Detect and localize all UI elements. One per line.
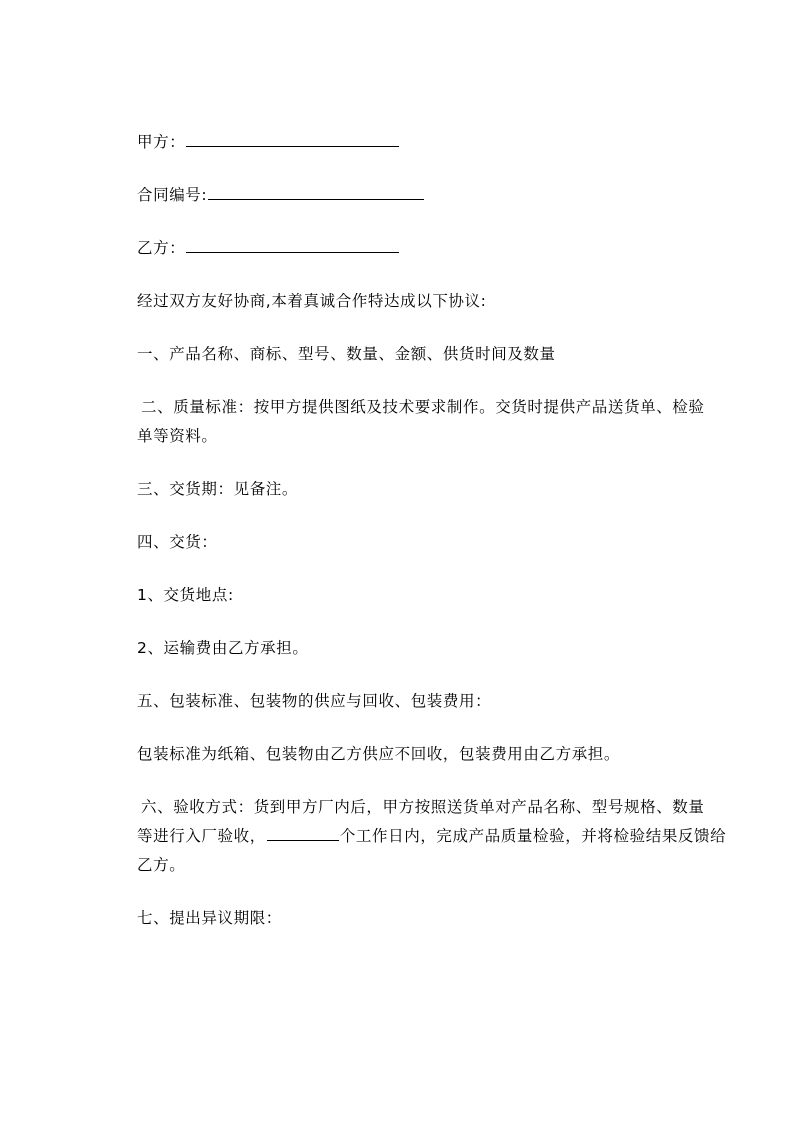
party-b-blank[interactable] <box>186 238 399 253</box>
party-b-label: 乙方： <box>137 239 186 257</box>
clause-6-line-2 <box>137 826 726 846</box>
clause-4-1: 1、交货地点: <box>137 586 234 604</box>
clause-6-line-2-post: 个工作日内，完成产品质量检验，并将检验结果反馈给 <box>339 827 727 845</box>
intro-paragraph: 经过双方友好协商,本着真诚合作特达成以下协议: <box>137 292 487 310</box>
party-a-line <box>137 132 399 152</box>
clause-2-line-1: 二、质量标准：按甲方提供图纸及技术要求制作。交货时提供产品送货单、检验 <box>141 398 705 416</box>
clause-6-line-2-pre: 等进行入厂验收， <box>137 827 266 845</box>
party-b-line <box>137 238 399 258</box>
contract-no-blank[interactable] <box>208 185 424 200</box>
clause-6-line-3: 乙方。 <box>137 856 186 874</box>
party-a-blank[interactable] <box>186 132 399 147</box>
clause-1: 一、产品名称、商标、型号、数量、金额、供货时间及数量 <box>137 345 556 363</box>
contract-no-line <box>137 185 424 205</box>
workdays-blank[interactable] <box>267 826 339 841</box>
clause-5: 五、包装标准、包装物的供应与回收、包装费用： <box>137 692 492 710</box>
clause-7: 七、提出异议期限： <box>137 909 282 927</box>
clause-6-line-1: 六、验收方式：货到甲方厂内后，甲方按照送货单对产品名称、型号规格、数量 <box>141 798 705 816</box>
clause-3: 三、交货期：见备注。 <box>137 480 299 498</box>
contract-no-label: 合同编号: <box>137 186 208 204</box>
clause-2-line-2: 单等资料。 <box>137 427 218 445</box>
party-a-label: 甲方： <box>137 133 186 151</box>
clause-5-body: 包装标准为纸箱、包装物由乙方供应不回收，包装费用由乙方承担。 <box>137 745 621 763</box>
clause-4-2: 2、运输费由乙方承担。 <box>137 639 309 657</box>
clause-4: 四、交货： <box>137 533 218 551</box>
